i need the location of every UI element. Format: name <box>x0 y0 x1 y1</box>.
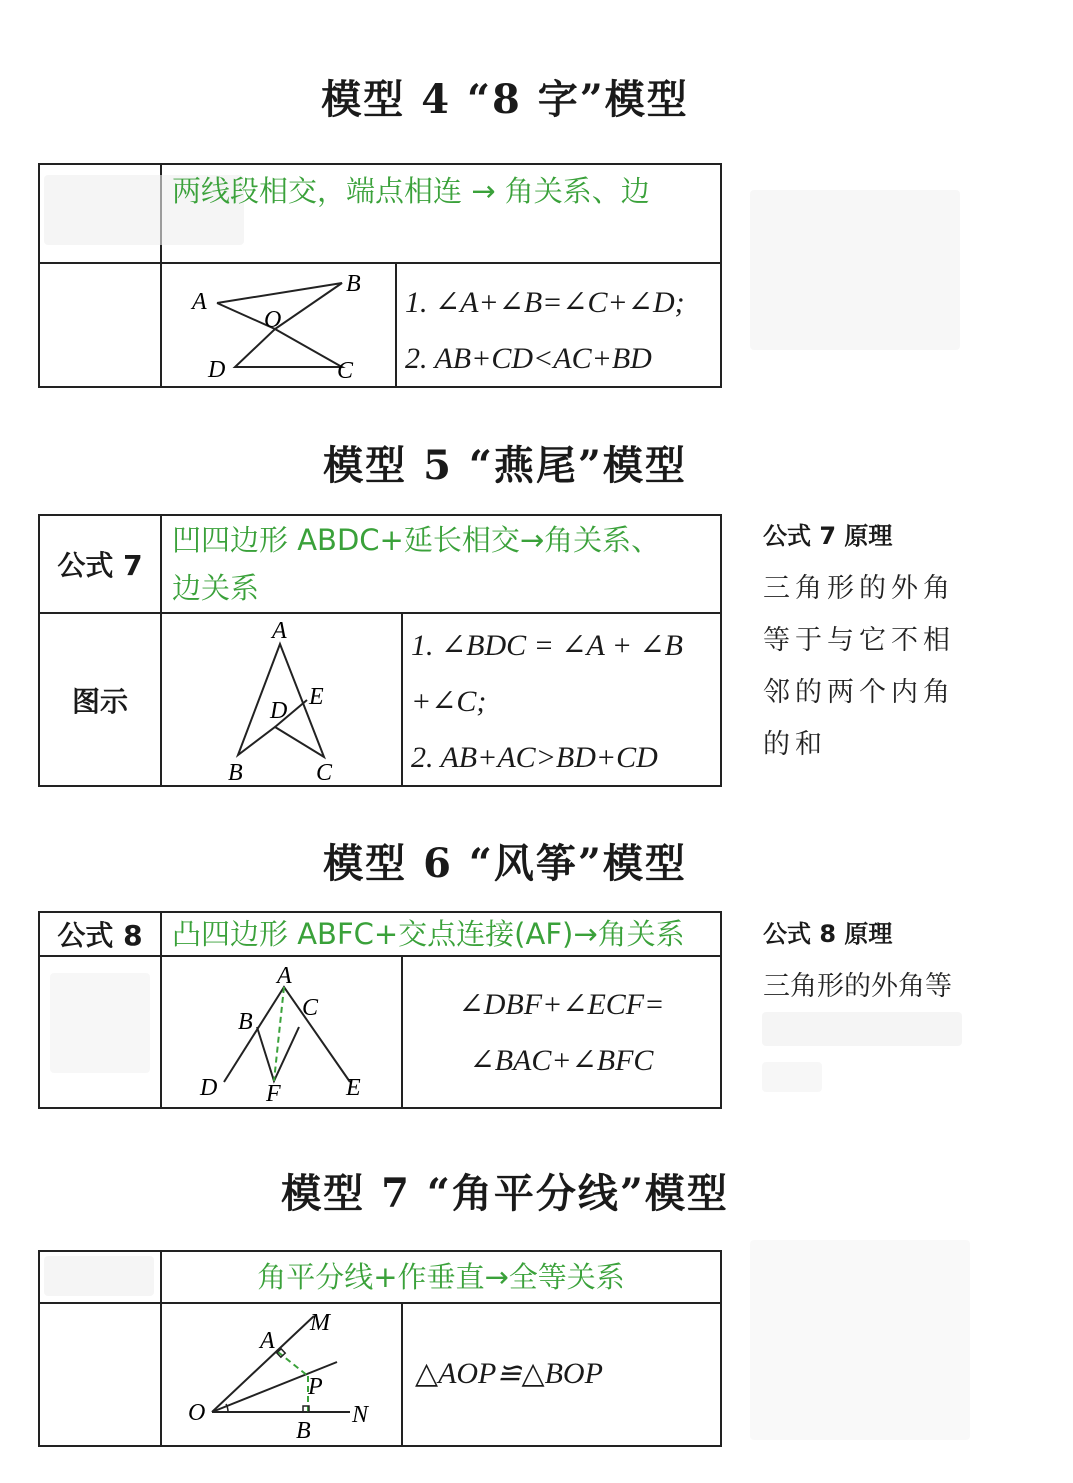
model6-formula-1: ∠DBF+∠ECF= <box>458 988 665 1021</box>
m5-label-E: E <box>309 684 324 710</box>
model6-title: 模型 6 “风筝”模型 <box>323 840 687 887</box>
m6-label-E: E <box>346 1075 361 1101</box>
model7-condition: 角平分线+作垂直→全等关系 <box>257 1260 625 1294</box>
model7-figure <box>162 1304 401 1447</box>
model4-title: 模型 4 “8 字”模型 <box>321 76 689 123</box>
model6-side-body: 三角形的外角等 <box>763 971 952 1002</box>
m6-label-A: A <box>277 963 292 989</box>
model5-row1-label: 公式 7 <box>57 549 143 582</box>
m7-label-B: B <box>296 1418 311 1444</box>
model5-formula-2: 2. AB+AC>BD+CD <box>411 741 658 774</box>
m4-label-B: B <box>346 271 361 297</box>
m5-label-D: D <box>270 698 288 724</box>
m4-label-C: C <box>337 358 354 384</box>
m4-label-O: O <box>264 307 282 333</box>
model6-figure <box>162 957 401 1109</box>
model5-side-body: 三角形的外角等于与它不相邻的两个内角的和 <box>763 573 955 760</box>
model5-side-head: 公式 7 原理 <box>763 522 893 550</box>
model4-figure <box>162 265 395 386</box>
m5-label-A: A <box>272 618 287 644</box>
m6-label-B: B <box>238 1009 253 1035</box>
model4-formula-1: 1. ∠A+∠B=∠C+∠D; <box>405 286 685 319</box>
model6-table <box>38 911 722 1109</box>
model4-table <box>38 163 722 388</box>
model5-title: 模型 5 “燕尾”模型 <box>323 442 687 489</box>
m7-label-M: M <box>310 1310 330 1336</box>
model5-formula-1b: +∠C; <box>411 685 487 718</box>
model5-condition-2: 边关系 <box>172 571 260 605</box>
m4-label-A: A <box>192 289 207 315</box>
model4-formula-2: 2. AB+CD<AC+BD <box>405 342 652 375</box>
m7-label-N: N <box>352 1402 369 1428</box>
m6-label-C: C <box>302 995 319 1021</box>
model5-table <box>38 514 722 787</box>
model7-table <box>38 1250 722 1447</box>
m4-label-D: D <box>208 357 226 383</box>
model6-formula-2: ∠BAC+∠BFC <box>469 1044 654 1077</box>
m5-label-C: C <box>316 760 333 786</box>
model5-figure <box>162 614 401 787</box>
model5-formula-1: 1. ∠BDC = ∠A + ∠B <box>411 629 684 662</box>
m6-label-F: F <box>266 1081 281 1107</box>
model5-side-note <box>763 516 973 771</box>
m7-label-P: P <box>308 1374 323 1400</box>
m6-label-D: D <box>200 1075 218 1101</box>
model6-row1-label: 公式 8 <box>57 919 143 952</box>
m7-label-A: A <box>260 1328 275 1354</box>
model4-condition: 两线段相交，端点相连 → 角关系、边 <box>172 174 650 208</box>
model6-side-note <box>763 914 973 1013</box>
m5-label-B: B <box>228 760 243 786</box>
model6-side-head: 公式 8 原理 <box>763 920 893 948</box>
model7-formula: △AOP≌△BOP <box>415 1357 603 1390</box>
model6-condition: 凸四边形 ABFC+交点连接(AF)→角关系 <box>172 917 685 951</box>
model5-condition-1: 凹四边形 ABDC+延长相交→角关系、 <box>172 523 661 557</box>
m7-label-O: O <box>188 1400 206 1426</box>
model7-title: 模型 7 “角平分线”模型 <box>281 1170 729 1217</box>
model5-row2-label: 图示 <box>71 684 128 718</box>
